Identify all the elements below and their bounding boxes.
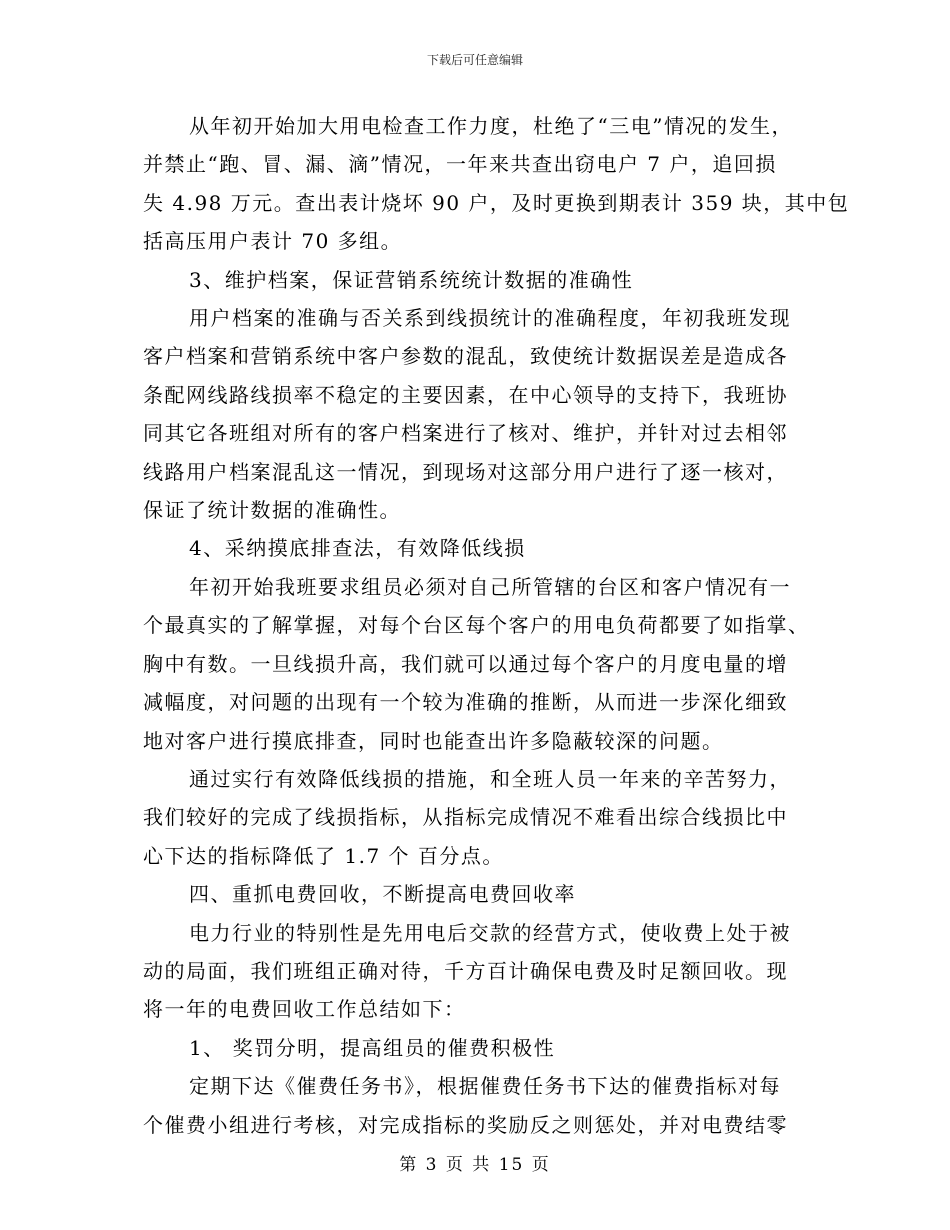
page-number: 第 3 页 共 15 页 (399, 1155, 551, 1175)
text-line: 胸中有数。一旦线损升高，我们就可以通过每个客户的月度电量的增 (143, 651, 788, 676)
text-line: 条配网线路线损率不稳定的主要因素，在中心领导的支持下，我班协 (143, 382, 788, 407)
paragraph (143, 299, 815, 529)
section-heading (143, 875, 815, 913)
section-heading (143, 1029, 815, 1067)
text-line: 将一年的电费回收工作总结如下： (143, 997, 466, 1022)
text-line: 年初开始我班要求组员必须对自己所管辖的台区和客户情况有一 (189, 574, 791, 599)
text-line: 定期下达《催费任务书》，根据催费任务书下达的催费指标对每 (189, 1074, 781, 1099)
text-line: 通过实行有效降低线损的措施，和全班人员一年来的辛苦努力， (189, 766, 791, 791)
text-line: 个催费小组进行考核，对完成指标的奖励反之则惩处，并对电费结零 (143, 1112, 788, 1137)
paragraph (143, 1067, 815, 1144)
text-line: 线路用户档案混乱这一情况，到现场对这部分用户进行了逐一核对， (143, 459, 788, 484)
text-line: 电力行业的特别性是先用电后交款的经营方式，使收费上处于被 (189, 920, 791, 945)
page-header: 下载后可任意编辑 (426, 53, 523, 67)
text-line: 4、采纳摸底排查法，有效降低线损 (189, 536, 526, 561)
text-line: 减幅度，对问题的出现有一个较为准确的推断，从而进一步深化细致 (143, 690, 788, 715)
text-line: 同其它各班组对所有的客户档案进行了核对、维护，并针对过去相邻 (143, 421, 788, 446)
text-line: 1、 奖罚分明，提高组员的催费积极性 (189, 1035, 556, 1060)
text-line: 失 4.98 万元。查出表计烧坏 90 户，及时更换到期表计 359 块，其中包 (143, 190, 850, 215)
text-line: 四、重抓电费回收，不断提高电费回收率 (189, 882, 576, 907)
text-line: 保证了统计数据的准确性。 (143, 498, 401, 523)
text-line: 用户档案的准确与否关系到线损统计的准确程度，年初我班发现 (189, 306, 791, 331)
text-line: 心下达的指标降低了 1.7 个 百分点。 (143, 843, 504, 868)
text-line: 客户档案和营销系统中客户参数的混乱，致使统计数据误差是造成各 (143, 344, 788, 369)
document-body (143, 107, 850, 1144)
text-line: 括高压用户表计 70 多组。 (143, 229, 403, 254)
paragraph (143, 914, 815, 1029)
text-line: 个最真实的了解掌握，对每个台区每个客户的用电负荷都要了如指掌、 (143, 613, 810, 638)
text-line: 并禁止“跑、冒、漏、滴”情况，一年来共查出窃电户 7 户，追回损 (143, 152, 777, 177)
paragraph (143, 107, 850, 261)
text-line: 3、维护档案，保证营销系统统计数据的准确性 (189, 267, 634, 292)
text-line: 动的局面，我们班组正确对待，千方百计确保电费及时足额回收。现 (143, 958, 788, 983)
text-line: 地对客户进行摸底排查，同时也能查出许多隐蔽较深的问题。 (143, 728, 724, 753)
text-line: 从年初开始加大用电检查工作力度，杜绝了“三电”情况的发生， (189, 114, 793, 138)
paragraph (143, 568, 815, 760)
section-heading (143, 529, 815, 567)
section-heading (143, 261, 815, 299)
text-line: 我们较好的完成了线损指标，从指标完成情况不难看出综合线损比中 (143, 805, 788, 830)
paragraph (143, 760, 815, 875)
